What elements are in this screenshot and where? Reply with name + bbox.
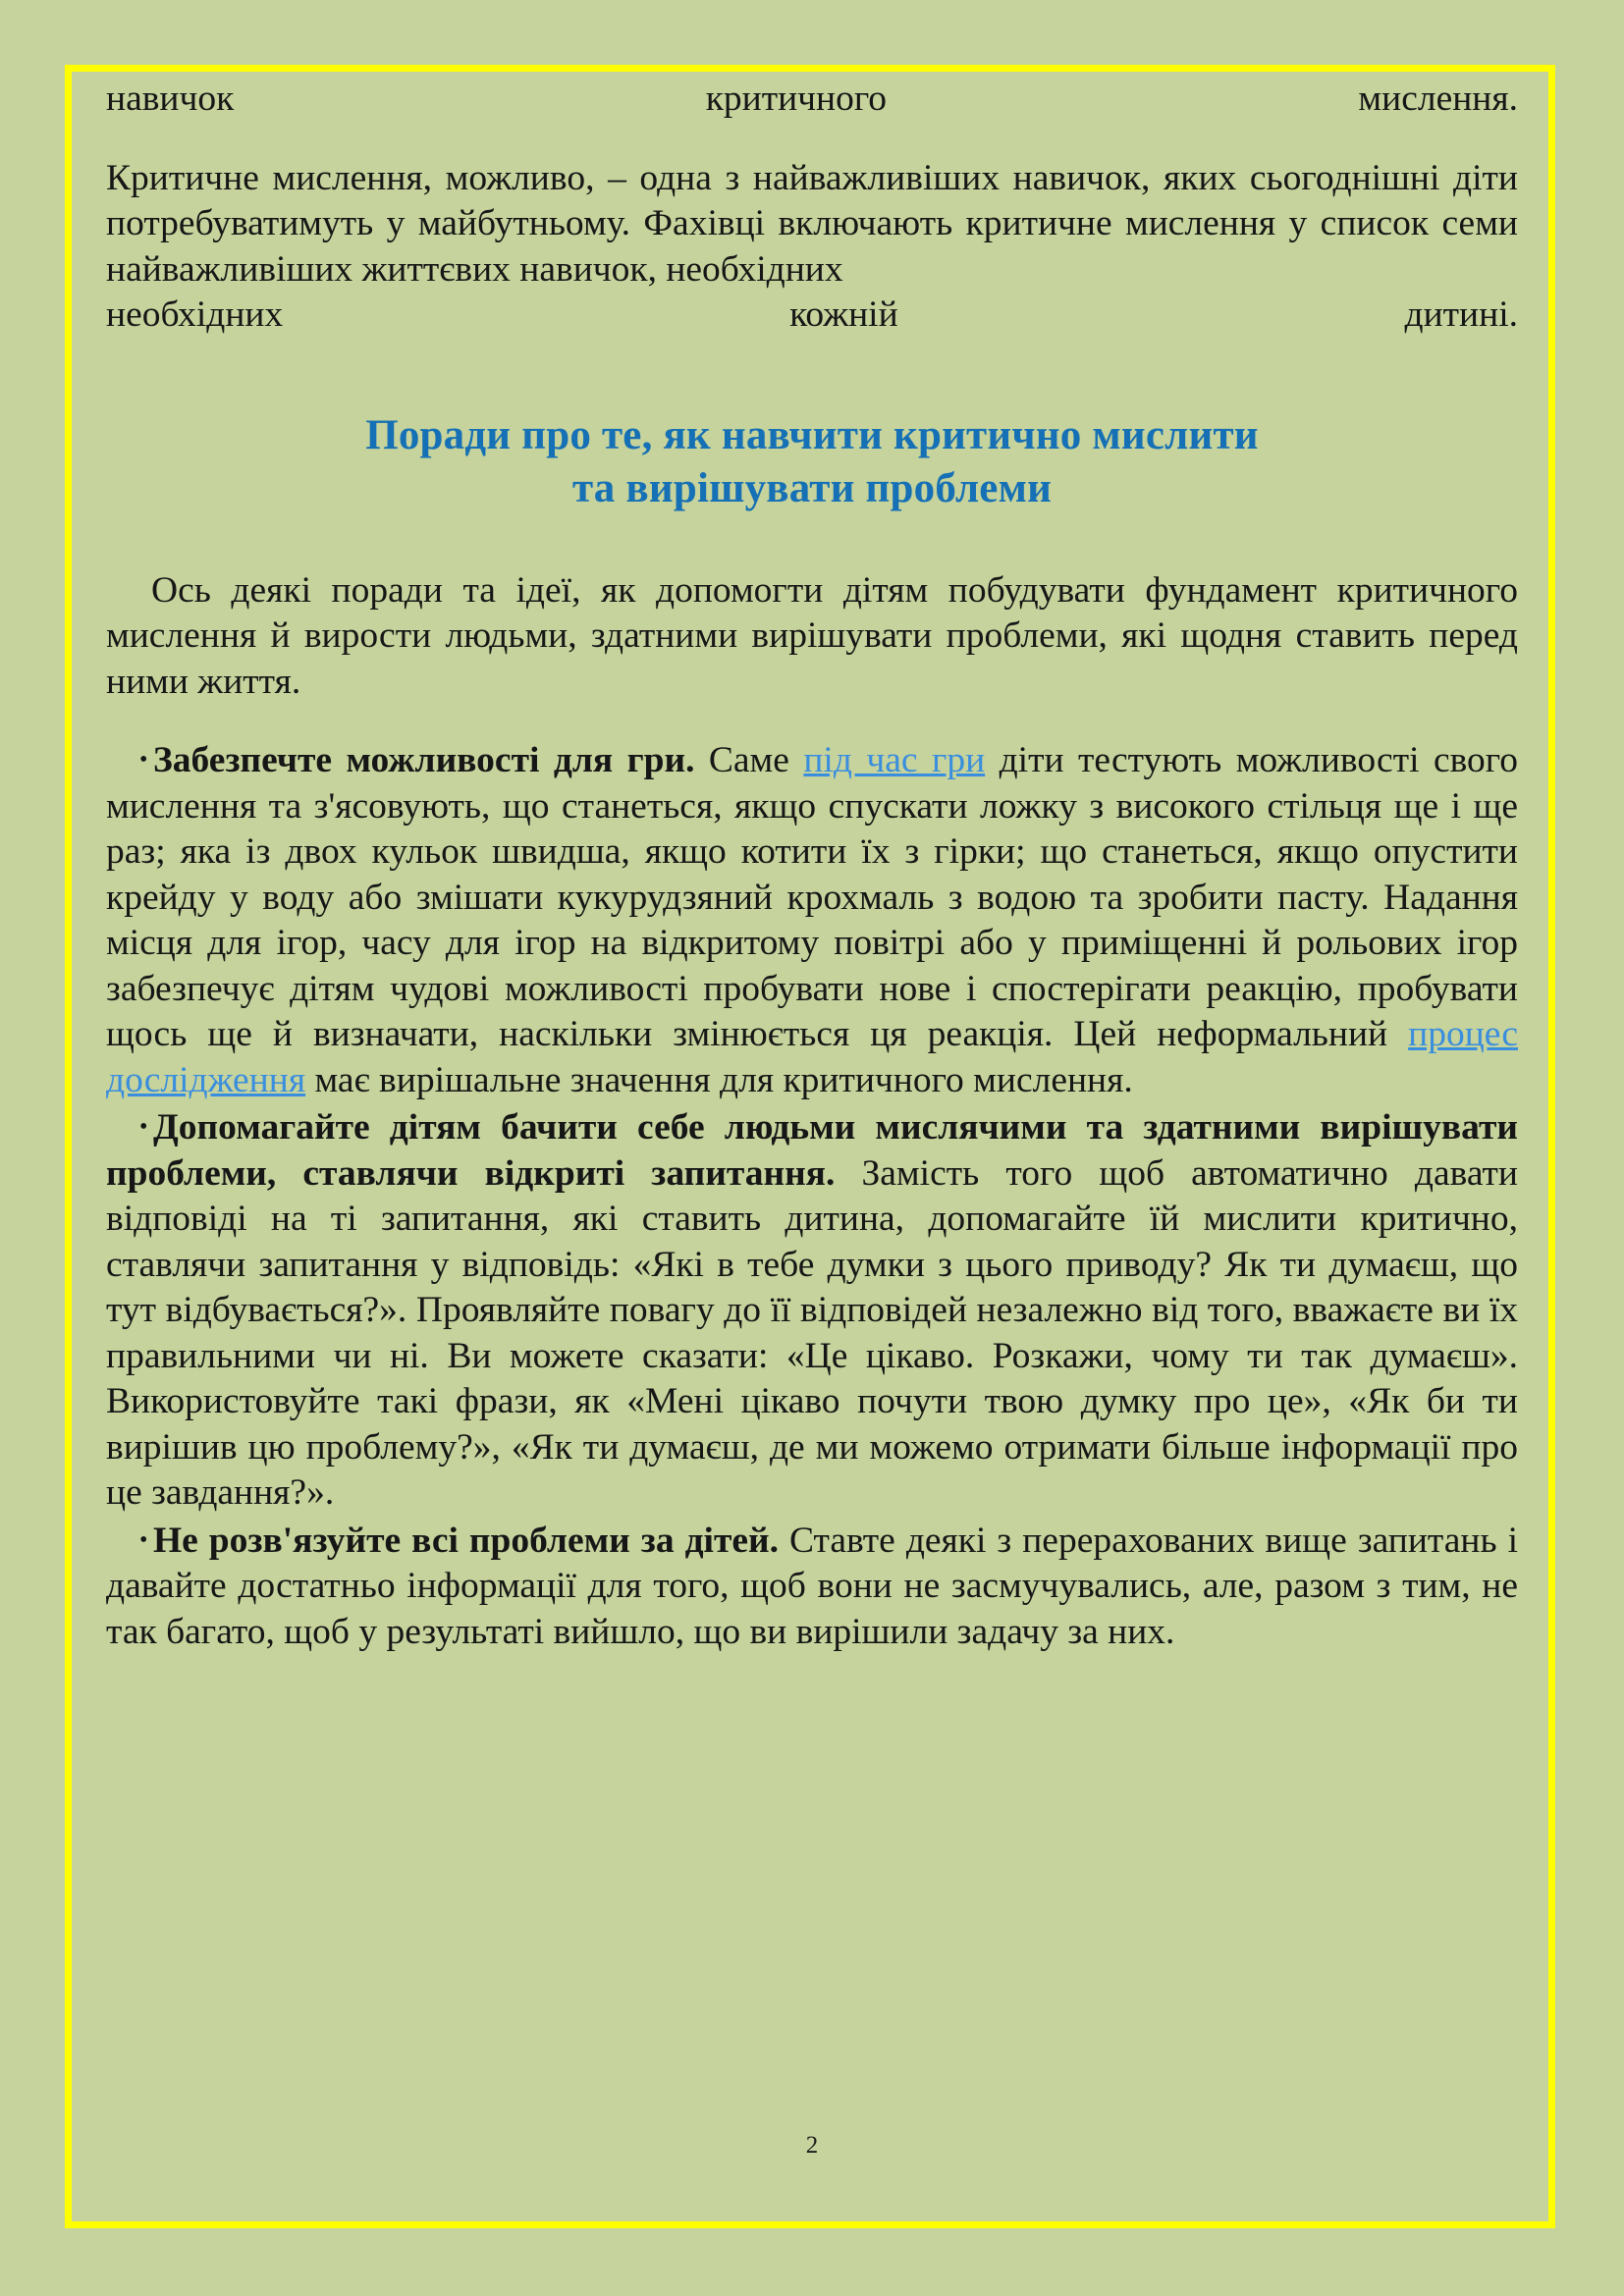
carryover-word-1: навичок <box>106 79 235 119</box>
intro-tail-word-3: дитині. <box>1404 294 1518 335</box>
bullet-3-bold-lead: Не розв'язуйте всі проблеми за дітей. <box>153 1520 780 1561</box>
bullet-1-segment-2: діти тестують можливості свого мислення та з'ясовують, що станеться, якщо спускати ложку з високого стільця ще і ще раз; яка із двох кульок швидша, якщо котити їх з гірки; що станеться, якщо опустити крейду у воду або змішати кукурудзяний крохмаль з водою та зробити пасту. Надання місця для ігор, часу для ігор на відкритому повітрі або у приміщенні й рольових ігор забезпечує дітям чудові можливості пробувати нове і спостерігати реакцію, пробувати щось ще й визначати, наскільки змінюється ця реакція. Цей неформальний <box>106 740 1518 1055</box>
link-research-process[interactable]: процес дослідження <box>106 1014 1518 1100</box>
list-item-dont-solve-all <box>106 1519 1518 1656</box>
link-under-play[interactable]: під час гри <box>803 740 986 781</box>
bullet-3-segment-1: Ставте деякі з перерахованих вище запитань і давайте достатньо інформації для того, щоб вони не засмучувались, але, разом з тим, не так багато, щоб у результаті вийшло, що ви вирішили задачу за них. <box>106 1520 1518 1652</box>
intro-tail-word-1: необхідних <box>106 294 284 335</box>
intro-paragraph-text: Критичне мислення, можливо, – одна з найважливіших навичок, яких сьогоднішні діти потребуватимуть у майбутньому. Фахівці включають критичне мислення у список семи найважливіших життєвих навичок, необхідних <box>106 157 1518 290</box>
section-heading <box>106 409 1518 515</box>
carryover-word-2: критичного <box>705 79 888 119</box>
lead-paragraph-text: Ось деякі поради та ідеї, як допомогти дітям побудувати фундамент критичного мислення й вирости людьми, здатними вирішувати проблеми, які щодня ставить перед ними життя. <box>106 569 1518 702</box>
section-heading-line-2: та вирішувати проблеми <box>571 464 1053 511</box>
intro-paragraph-last-line <box>106 293 1518 339</box>
page-content <box>106 77 1518 1657</box>
list-item-play-opportunities <box>106 738 1518 1103</box>
bullet-1-bold-lead: Забезпечте можливості для гри. <box>153 740 695 781</box>
bullet-1-segment-1: Саме <box>694 740 804 781</box>
carryover-word-3: мислення. <box>1358 79 1518 119</box>
bullet-2-bold-lead: Допомагайте дітям бачити себе людьми мислячими та здатними вирішувати проблеми, ставлячи відкриті запитання. <box>106 1107 1518 1194</box>
list-item-open-questions <box>106 1105 1518 1517</box>
intro-paragraph <box>106 156 1518 294</box>
page-number: 2 <box>805 2132 819 2159</box>
bullet-2-segment-1: Замість того щоб автоматично давати відповіді на ті запитання, які ставить дитина, допомагайте їй мислити критично, ставлячи запитання у відповідь: «Які в тебе думки з цього приводу? Як ти думаєш, що тут відбувається?». Проявляйте повагу до її відповідей незалежно від того, вважаєте ви їх правильними чи ні. Ви можете сказати: «Це цікаво. Розкажи, чому ти так думаєш». Використовуйте такі фрази, як «Мені цікаво почути твою думку про це», «Як би ти вирішив цю проблему?», «Як ти думаєш, де ми можемо отримати більше інформації про це завдання?». <box>106 1152 1518 1514</box>
tips-list <box>106 738 1518 1655</box>
lead-paragraph <box>106 568 1518 706</box>
carryover-line <box>106 77 1518 123</box>
section-heading-line-1: Поради про те, як навчити критично мислити <box>365 411 1259 458</box>
intro-tail-word-2: кожній <box>789 294 898 335</box>
spacer <box>106 705 1518 738</box>
bullet-1-segment-3: має вирішальне значення для критичного мислення. <box>305 1059 1133 1100</box>
